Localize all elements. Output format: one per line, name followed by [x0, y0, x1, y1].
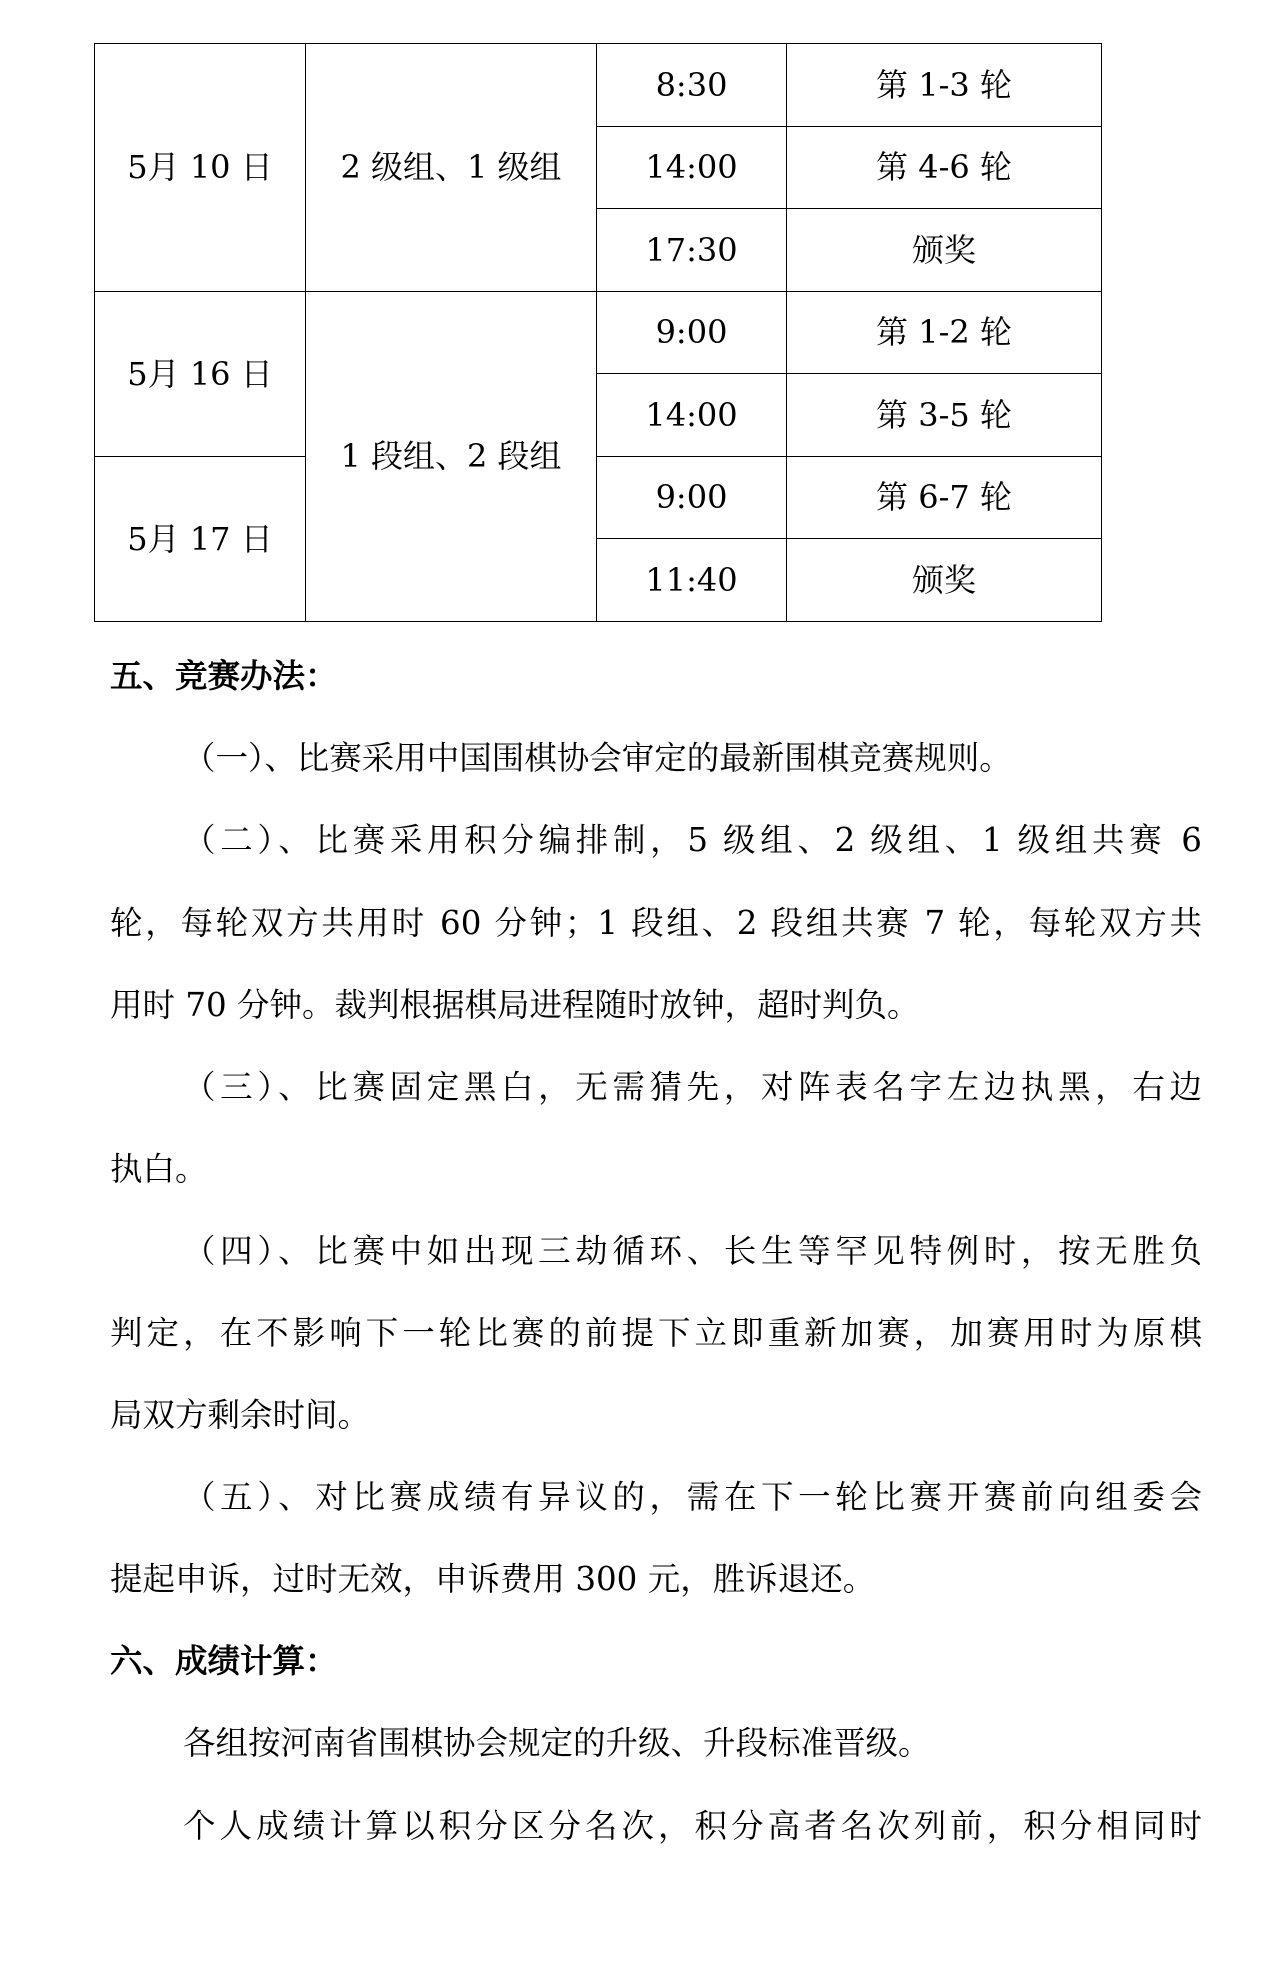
time-cell: 17:30 — [597, 209, 787, 292]
time-cell: 11:40 — [597, 539, 787, 622]
round-cell: 第 3-5 轮 — [787, 374, 1102, 457]
paragraph-special-cases-line: 局双方剩余时间。 — [110, 1396, 371, 1434]
section-heading-competition-method: 五、竞赛办法： — [110, 657, 338, 695]
round-cell: 颁奖 — [787, 539, 1102, 622]
time-cell: 8:30 — [597, 44, 787, 127]
paragraph-special-cases-line: （四）、比赛中如出现三劫循环、长生等罕见特例时，按无胜负 — [183, 1232, 1202, 1270]
group-cell: 1 段组、2 段组 — [306, 291, 597, 621]
round-cell: 颁奖 — [787, 209, 1102, 292]
time-cell: 9:00 — [597, 456, 787, 539]
table-row — [95, 44, 1102, 127]
paragraph-promotion: 各组按河南省围棋协会规定的升级、升段标准晋级。 — [183, 1724, 931, 1762]
paragraph-ranking: 个人成绩计算以积分区分名次，积分高者名次列前，积分相同时 — [183, 1807, 1202, 1845]
paragraph-rules: （一）、比赛采用中国围棋协会审定的最新围棋竞赛规则。 — [183, 739, 1012, 777]
date-cell: 5月 17 日 — [95, 456, 306, 621]
paragraph-scoring-line: （二）、比赛采用积分编排制，5 级组、2 级组、1 级组共赛 6 — [183, 821, 1202, 859]
date-cell: 5月 16 日 — [95, 291, 306, 456]
table-row — [95, 456, 1102, 539]
schedule-table — [94, 43, 1102, 622]
round-cell: 第 1-2 轮 — [787, 291, 1102, 374]
paragraph-colors-line: （三）、比赛固定黑白，无需猜先，对阵表名字左边执黑，右边 — [183, 1068, 1202, 1106]
round-cell: 第 6-7 轮 — [787, 456, 1102, 539]
paragraph-appeals-line: （五）、对比赛成绩有异议的，需在下一轮比赛开赛前向组委会 — [183, 1478, 1202, 1516]
paragraph-scoring-line: 用时 70 分钟。裁判根据棋局进程随时放钟，超时判负。 — [110, 986, 920, 1024]
time-cell: 14:00 — [597, 374, 787, 457]
paragraph-scoring-line: 轮，每轮双方共用时 60 分钟；1 段组、2 段组共赛 7 轮，每轮双方共 — [110, 904, 1202, 942]
paragraph-colors-line: 执白。 — [110, 1150, 208, 1188]
round-cell: 第 4-6 轮 — [787, 126, 1102, 209]
paragraph-appeals-line: 提起申诉，过时无效，申诉费用 300 元，胜诉退还。 — [110, 1560, 876, 1598]
date-cell: 5月 10 日 — [95, 44, 306, 292]
section-heading-results: 六、成绩计算： — [110, 1642, 338, 1680]
time-cell: 9:00 — [597, 291, 787, 374]
paragraph-special-cases-line: 判定，在不影响下一轮比赛的前提下立即重新加赛，加赛用时为原棋 — [110, 1314, 1202, 1352]
round-cell: 第 1-3 轮 — [787, 44, 1102, 127]
group-cell: 2 级组、1 级组 — [306, 44, 597, 292]
table-row — [95, 291, 1102, 374]
time-cell: 14:00 — [597, 126, 787, 209]
